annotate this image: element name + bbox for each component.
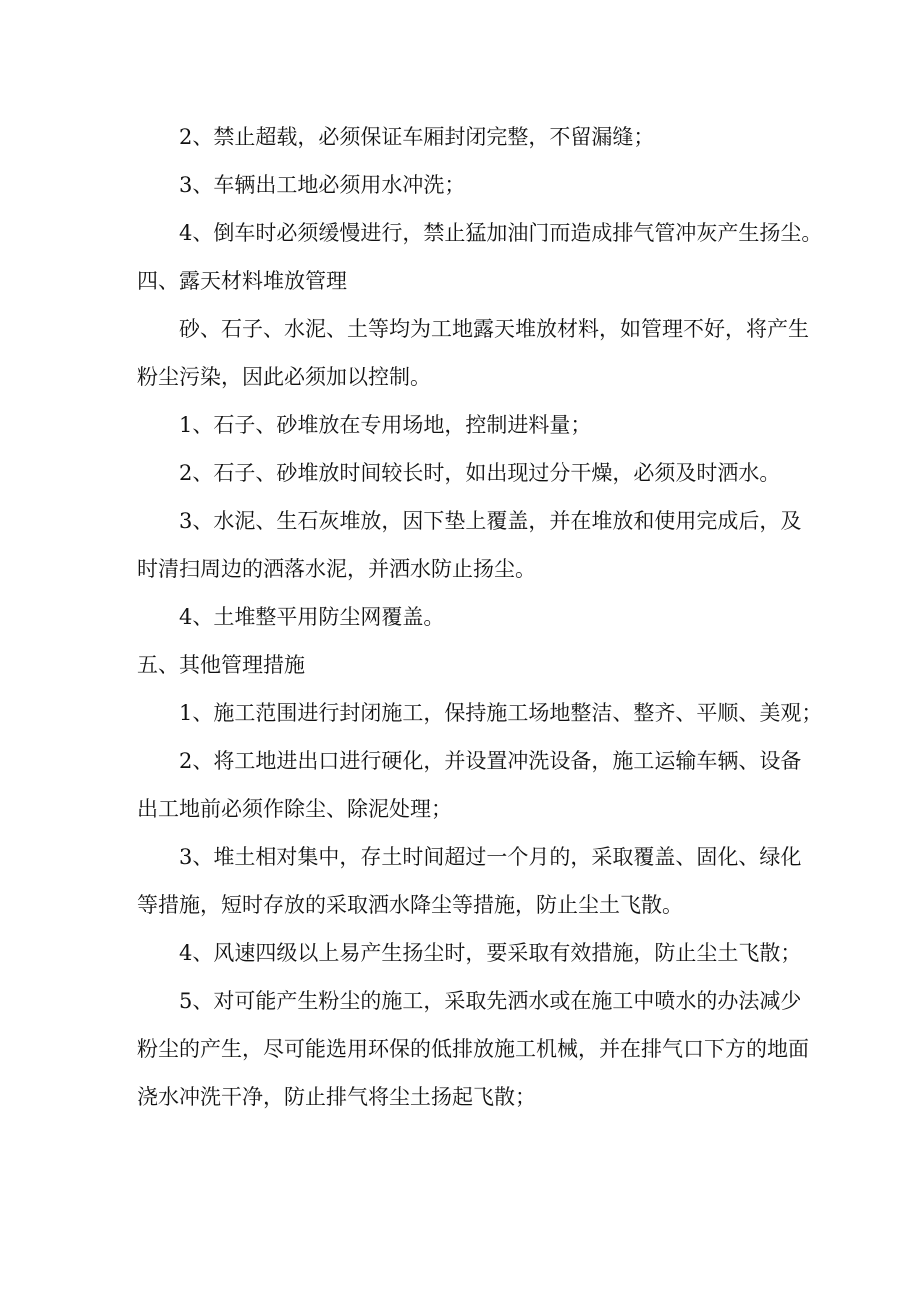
text-line: 等措施，短时存放的采取洒水降尘等措施，防止尘土飞散。 <box>137 893 683 917</box>
text-line: 3、车辆出工地必须用水冲洗； <box>179 173 466 197</box>
text-line: 2、石子、砂堆放时间较长时，如出现过分干燥，必须及时洒水。 <box>179 461 781 485</box>
text-line: 4、倒车时必须缓慢进行，禁止猛加油门而造成排气管冲灰产生扬尘。 <box>179 221 823 245</box>
text-line: 3、水泥、生石灰堆放，因下垫上覆盖，并在堆放和使用完成后，及 <box>179 509 802 533</box>
document-body <box>137 113 823 1121</box>
text-line: 3、堆土相对集中，存土时间超过一个月的，采取覆盖、固化、绿化 <box>179 845 802 869</box>
text-line: 时清扫周边的洒落水泥，并洒水防止扬尘。 <box>137 557 536 581</box>
text-line: 5、对可能产生粉尘的施工，采取先洒水或在施工中喷水的办法减少 <box>179 989 802 1013</box>
text-line: 粉尘污染，因此必须加以控制。 <box>137 365 431 389</box>
text-line: 砂、石子、水泥、土等均为工地露天堆放材料，如管理不好，将产生 <box>179 317 809 341</box>
text-line: 浇水冲洗干净，防止排气将尘土扬起飞散； <box>137 1085 536 1109</box>
text-line: 2、将工地进出口进行硬化，并设置冲洗设备，施工运输车辆、设备 <box>179 749 802 773</box>
text-line: 粉尘的产生，尽可能选用环保的低排放施工机械，并在排气口下方的地面 <box>137 1037 809 1061</box>
text-line: 出工地前必须作除尘、除泥处理； <box>137 797 452 821</box>
section-heading: 五、其他管理措施 <box>137 653 305 677</box>
section-heading: 四、露天材料堆放管理 <box>137 269 347 293</box>
text-line: 4、风速四级以上易产生扬尘时，要采取有效措施，防止尘土飞散； <box>179 941 802 965</box>
text-line: 1、石子、砂堆放在专用场地，控制进料量； <box>179 413 592 437</box>
text-line: 2、禁止超载，必须保证车厢封闭完整，不留漏缝； <box>179 125 655 149</box>
text-line: 4、土堆整平用防尘网覆盖。 <box>179 605 445 629</box>
text-line: 1、施工范围进行封闭施工，保持施工场地整洁、整齐、平顺、美观； <box>179 701 823 725</box>
